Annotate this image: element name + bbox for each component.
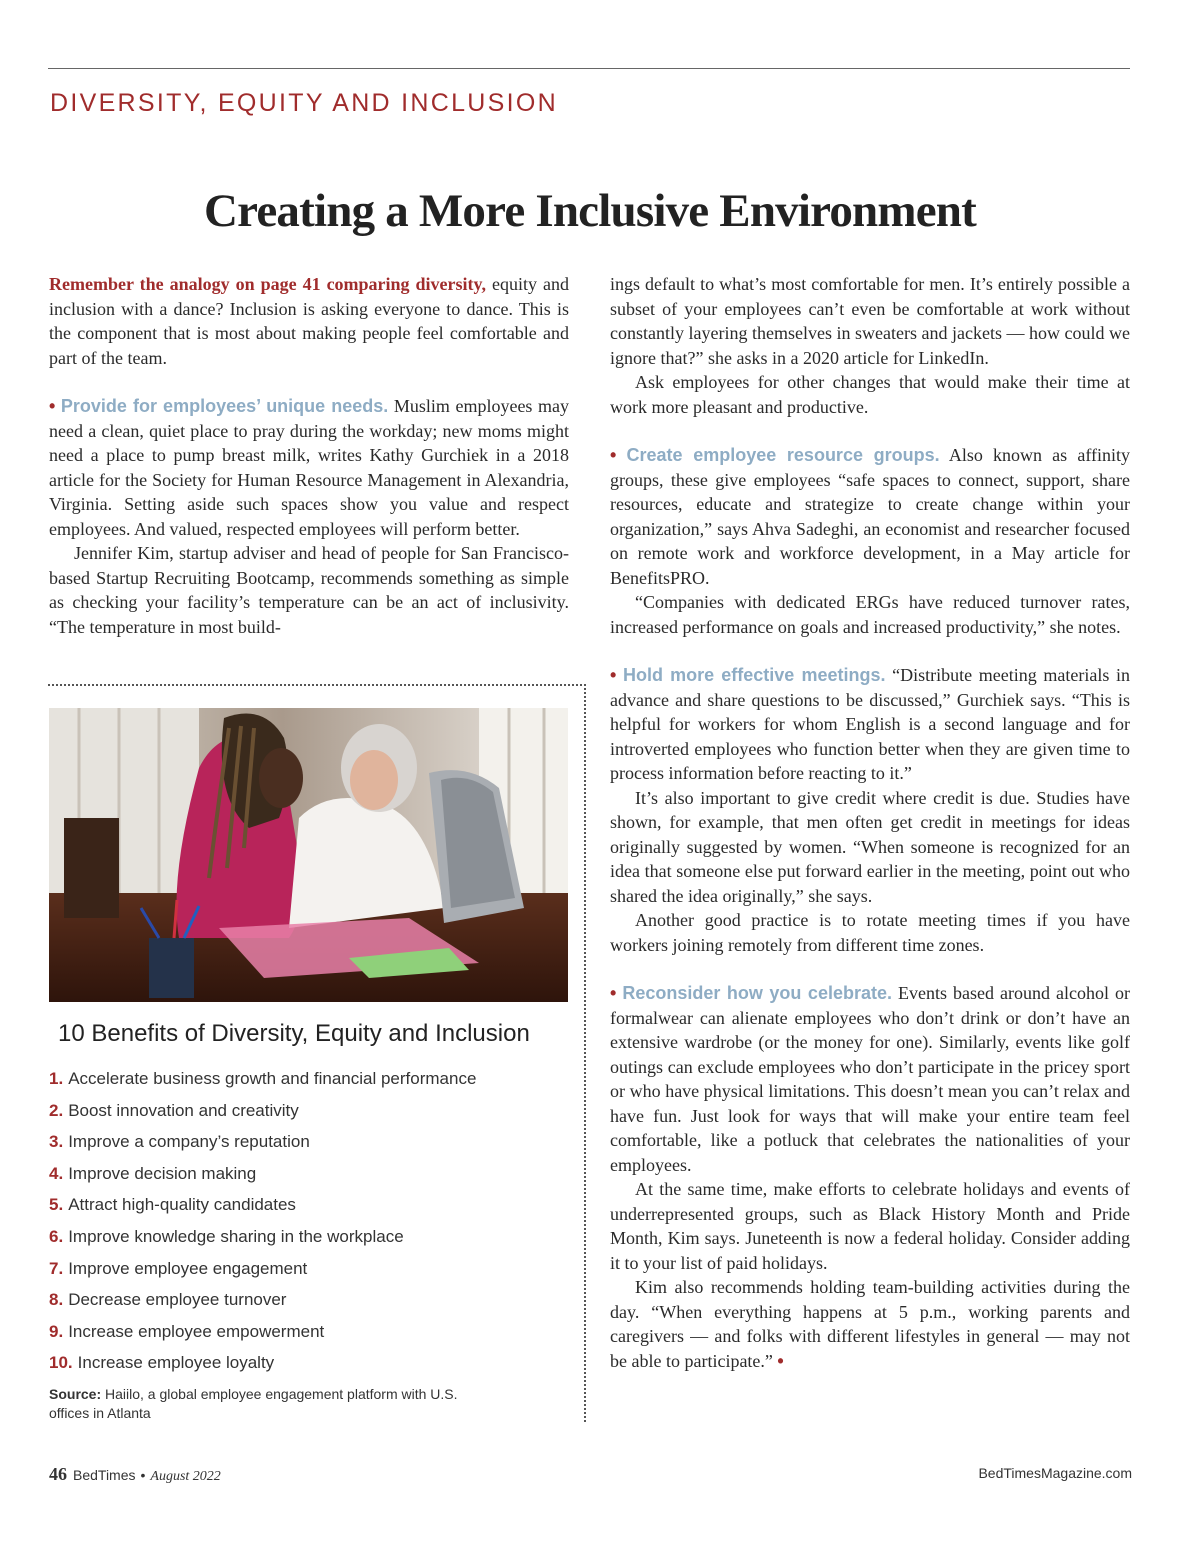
right-column [610, 272, 1130, 1373]
list-number: 2. [49, 1100, 64, 1120]
body-paragraph: Jennifer Kim, startup adviser and head of people for San Francisco-based Startup Recruiting Bootcamp, recommends something as simple as checking your facility’s temperature can be an act of inclusivity. “The temperature in most build- [49, 543, 569, 637]
list-text: Attract high-quality candidates [68, 1195, 296, 1215]
list-text: Improve knowledge sharing in the workplace [68, 1226, 404, 1246]
magazine-name: BedTimes [73, 1467, 136, 1483]
section-resource-groups [610, 443, 1130, 590]
section-celebrate [610, 981, 1130, 1177]
photo-illustration [49, 708, 568, 1002]
body-text: Muslim employees may need a clean, quiet place to pray during the workday; new moms might need a place to pump breast milk, writes Kathy Gurchiek in a 2018 article for the Society for Human Resource Management in Alexandria, Virginia. Setting aside such spaces show you value and respect employees. And valued, respected employees will perform better. [49, 396, 569, 539]
body-paragraph: Another good practice is to rotate meeting times if you have workers joining remotely from different time zones. [610, 910, 1130, 955]
list-item [49, 1350, 569, 1382]
body-paragraph: ings default to what’s most comfortable for men. It’s entirely possible a subset of your employees can’t even be comfortable at work without constantly layering themselves in sweaters and jackets — how could we ignore that?” she asks in a 2020 article for LinkedIn. [610, 274, 1130, 368]
body-text: Also known as affinity groups, these give employees “safe spaces to connect, support, share resources, educate and strategize to create change within your organization,” says Ahva Sadeghi, an economist and researcher focused on remote work and workforce development, in a May article for BenefitsPRO. [610, 445, 1130, 588]
intro-lead: Remember the analogy on page 41 comparing diversity, [49, 274, 487, 294]
source-text: Haiilo, a global employee engagement platform with U.S. offices in Atlanta [49, 1386, 458, 1421]
left-column [49, 272, 569, 639]
list-item [49, 1256, 569, 1288]
list-text: Boost innovation and creativity [68, 1100, 299, 1120]
list-number: 9. [49, 1321, 64, 1341]
section-label: DIVERSITY, EQUITY AND INCLUSION [50, 89, 558, 117]
list-item [49, 1224, 569, 1256]
intro-text: equity and inclusion with a dance? Inclusion is asking everyone to dance. This is the component that is most about making people feel comfortable and part of the team. [49, 274, 569, 368]
list-text: Accelerate business growth and financial performance [68, 1069, 477, 1088]
bullet-marker: • [610, 983, 617, 1003]
list-item [49, 1287, 569, 1319]
benefits-list [49, 1066, 569, 1382]
list-text: Increase employee empowerment [68, 1321, 325, 1341]
website-link[interactable]: BedTimesMagazine.com [978, 1465, 1132, 1481]
footer-separator: • [140, 1467, 146, 1483]
list-item [49, 1066, 569, 1098]
body-text: “Distribute meeting materials in advance and share questions to be discussed,” Gurchiek says. “This is helpful for workers for whom English is a second language and for introverted employees who function better when they are given time to process information before reacting to it.” [610, 665, 1131, 783]
top-rule [48, 68, 1130, 69]
list-item [49, 1129, 569, 1161]
bullet-marker: • [49, 396, 56, 416]
office-photo [49, 708, 568, 1002]
closing-paragraph [610, 1275, 1130, 1373]
body-paragraph: It’s also important to give credit where credit is due. Studies have shown, for example, that men often get credit in meetings for ideas originally suggested by women. “When someone is recognized for an idea that someone else put forward earlier in the meeting, point out who shared the idea originally,” she says. [610, 787, 1130, 906]
section-unique-needs [49, 394, 569, 541]
section-meetings [610, 663, 1130, 786]
issue-date: August 2022 [150, 1469, 221, 1484]
list-item [49, 1319, 569, 1351]
list-number: 7. [49, 1258, 64, 1278]
intro-paragraph [49, 272, 569, 370]
list-text: Improve employee engagement [68, 1258, 308, 1278]
list-text: Improve a company’s reputation [68, 1132, 310, 1152]
list-number: 6. [49, 1226, 64, 1246]
subhead-resource-groups: Create employee resource groups. [626, 445, 940, 465]
source-note [49, 1385, 489, 1423]
sidebar-top-border [48, 684, 586, 686]
end-mark: • [777, 1350, 784, 1371]
body-paragraph: At the same time, make efforts to celebrate holidays and events of underrepresented groups, such as Black History Month and Pride Month, Kim says. Juneteenth is now a federal holiday. Consider adding it to your list of paid holidays. [610, 1179, 1130, 1273]
bullet-marker: • [610, 445, 617, 465]
list-number: 5. [49, 1195, 64, 1215]
subhead-unique-needs: Provide for employees’ unique needs. [60, 396, 389, 416]
headline: Creating a More Inclusive Environment [204, 185, 976, 237]
source-label: Source: [49, 1386, 102, 1402]
list-number: 1. [49, 1069, 64, 1088]
list-item [49, 1161, 569, 1193]
list-number: 10. [49, 1353, 73, 1373]
page-number: 46 [49, 1464, 67, 1484]
body-paragraph: Ask employees for other changes that would make their time at work more pleasant and productive. [610, 372, 1130, 417]
list-text: Improve decision making [68, 1163, 257, 1183]
sidebar-title: 10 Benefits of Diversity, Equity and Inclusion [58, 1020, 530, 1047]
footer-left [49, 1464, 221, 1485]
list-text: Increase employee loyalty [77, 1353, 275, 1373]
bullet-marker: • [610, 665, 617, 685]
body-text: Kim also recommends holding team-building activities during the day. “When everything happens at 5 p.m., working parents and caregivers — and folks with different lifestyles in general — may not be able to participate.” [610, 1277, 1130, 1371]
body-text: Events based around alcohol or formalwear can alienate employees who don’t drink or don’t have an extensive wardrobe (or the money for one). Similarly, events like golf outings can exclude employees who don’t participate in the pricey sport or who have physical limitations. This doesn’t mean you can’t relax and have fun. Just look for ways that will make your entire team feel comfortable, like a potluck that celebrates the nationalities of your employees. [610, 983, 1131, 1175]
list-number: 4. [49, 1163, 64, 1183]
list-text: Decrease employee turnover [68, 1290, 287, 1310]
list-number: 3. [49, 1132, 64, 1152]
sidebar-right-border [584, 684, 586, 1422]
subhead-meetings: Hold more effective meetings. [622, 665, 886, 685]
body-paragraph: “Companies with dedicated ERGs have reduced turnover rates, increased performance on goals and increased productivity,” she notes. [610, 592, 1130, 637]
list-item [49, 1192, 569, 1224]
list-number: 8. [49, 1290, 64, 1310]
list-item [49, 1098, 569, 1130]
subhead-celebrate: Reconsider how you celebrate. [622, 983, 892, 1003]
